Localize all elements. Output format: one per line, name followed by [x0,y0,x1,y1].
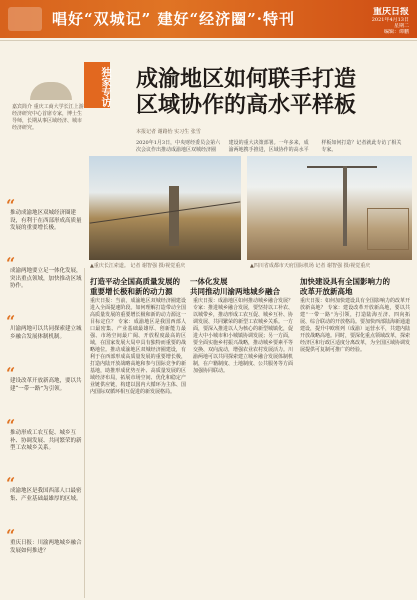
quote-mark-icon: “ [6,526,16,545]
column-tag: 独家专访 [84,62,110,108]
headline-line: 区域协作的高水平样板 [136,92,357,118]
banner-brand: 重庆日报 [372,7,409,17]
photo-cable [90,201,241,223]
newspaper-banner [0,0,417,38]
pull-quote: 成渝地区是我国西部人口最密集、产业基础最雄厚的区域。 [10,488,82,502]
banner-meta [339,7,409,35]
photo-structure [367,208,409,250]
banner-meta-line: 2021年4月13日 [371,17,409,23]
newspaper-logo [8,7,42,31]
photo-caption: ▲四川省成都市天府国际机场 记者 谢智强 摄/视觉重庆 [250,263,371,269]
header-divider [0,40,417,41]
byline: 本报记者 谢路怡 实习生 张雪 [136,129,201,135]
photo-airport [247,156,412,260]
subhead-col3: 加快建设具有全国影响力的 改革开放新高地 [300,277,390,296]
pull-quote: 成渝两地要立足一体化发展，突出重点领域，加快推动区域协作。 [10,268,82,289]
photo-caption: ▲重庆长江索道。 记者 谢智强 摄/视觉重庆 [90,263,186,269]
quote-mark-icon: “ [6,364,16,383]
quote-mark-icon: “ [6,196,16,215]
headline-line: 成渝地区如何联手打造 [136,66,357,92]
quote-mark-icon: “ [6,416,16,435]
photo-tower [169,186,179,246]
column-divider [84,268,85,598]
expert-portrait [30,82,72,100]
body-column: 重庆日报：当前，成渝地区双城经济圈建设进入全面提速阶段。如何理解打造带动全国高质量发展的重要增长极和新的动力源这一目标定位？ 专家：成渝地区是我国西部人口最密集、产业基础最雄厚、创新能力最强、市场空间最广阔、开放程度最高的区域，在国家发展大局中具有独特而重要的战略地位。推动成渝地区双城经济圈建设，有利于在西部形成高质量发展的重要增长极，打造内陆开放战略高地和参与国际竞争的新基地，助推形成优势互补、高质量发展的区域经济布局，拓展市场空间、优化和稳定产业链供应链，构建以国内大循环为主体、国内国际双循环相互促进的新发展格局。 [90,298,186,395]
headline [136,66,386,118]
banner-title: 唱好“双城记” 建好“经济圈”·特刊 [52,10,295,28]
photo-crane-mast [343,166,347,246]
pull-quote: 重庆日报：川渝两地城乡融合发展如何推进？ [10,540,82,554]
subhead-col2: 一体化发展 共同推动川渝两地城乡融合 [190,277,280,296]
photo-cableway [89,156,241,260]
banner-meta-line: 编辑：谭鹏 [383,29,409,35]
subhead-col1: 打造平动全国高质量发展的 重要增长极和新的动力源 [90,277,180,296]
quote-mark-icon: “ [6,254,16,273]
body-column: 重庆日报：成渝地区如何推动城乡融合发展？ 专家：推进城乡融合发展，要坚持以工补农、以城带乡，推动形成工农互促、城乡互补、协调发展、共同繁荣的新型工农城乡关系。一方面，要深入推进以人为核心的新型城镇化，促进大中小城市和小城镇协调发展；另一方面，要全面实施乡村振兴战略，推动城乡要素平等交换、双向流动，增强农业农村发展活力。川渝两地可以共同探索建立城乡融合发展体制机制，在户籍制度、土地制度、公共服务等方面加强协同联动。 [193,298,294,374]
pull-quote: 建设改革开放新高地，要以共建“一带一路”为引领。 [10,378,82,392]
lead-paragraph: 2020年1月3日，中央财经委员会第六次会议作出推动成渝地区双城经济圈建设的重大决策部署。一年多来，成渝两地携手推进，区域协作的高水平样板如何打造？记者就此专访了相关专家。 [136,140,402,153]
sidebar-intro: 嘉宾简介 重庆工商大学长江上游经济研究中心首席专家，博士生导师，长期从事区域经济、城市经济研究。 [12,104,84,131]
pull-quote: 推动形成工农互促、城乡互补、协调发展、共同繁荣的新型工农城乡关系。 [10,430,82,451]
quote-mark-icon: “ [6,312,16,331]
photo-crane-arm [307,166,377,168]
quote-mark-icon: “ [6,474,16,493]
banner-meta-line: 星期二 [393,23,409,29]
body-column: 重庆日报：如何加快建设具有全国影响力的改革开放新高地？ 专家：建设改革开放新高地，要以共建“一带一路”为引领，打造陆海互济、四向拓展、综合联动的开放格局。要加快西部陆海新通道建设，提升中欧班列（成渝）运营水平，共建内陆开放战略高地。同时，要深化重点领域改革，探索经济区和行政区适度分离改革，为全国区域协调发展提供可复制可推广的经验。 [300,298,411,353]
pull-quote: 川渝两地可以共同探索建立城乡融合发展体制机制。 [10,326,82,340]
pull-quote: 推动成渝地区双城经济圈建设，有利于在西部形成高质量发展的重要增长极。 [10,210,82,231]
